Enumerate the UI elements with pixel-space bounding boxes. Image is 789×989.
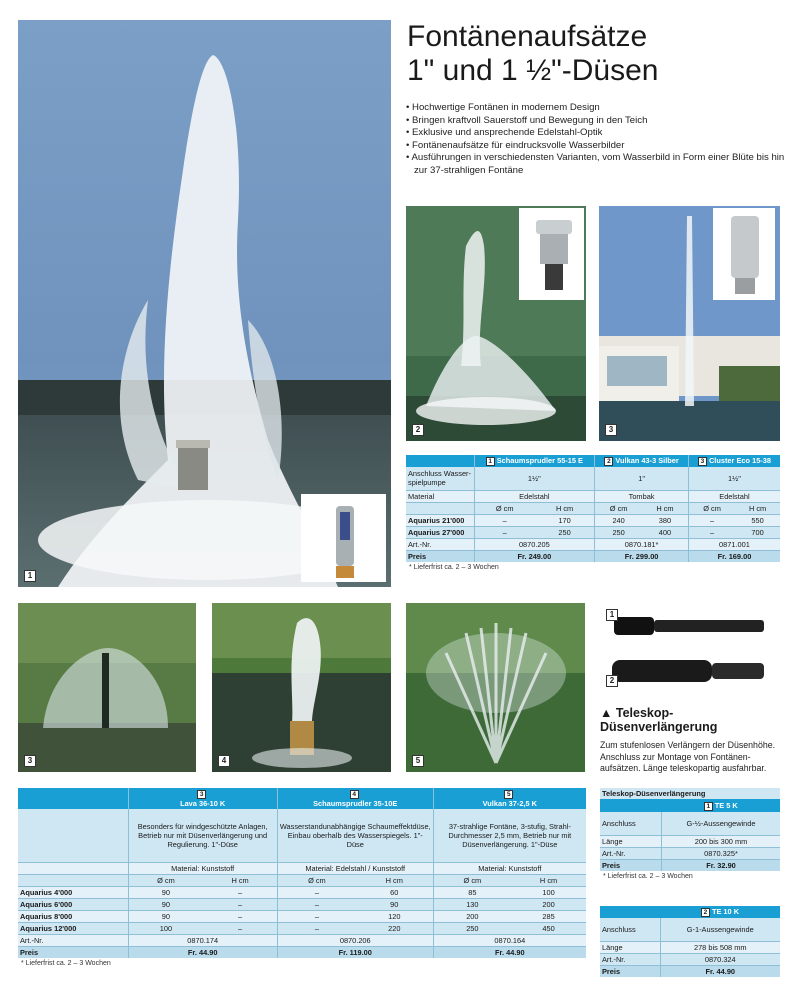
footnote: * Lieferfrist ca. 2 – 3 Wochen xyxy=(603,873,693,881)
row-label: Anschluss Wasser-spielpumpe xyxy=(408,469,471,488)
price: Fr. 44.90 xyxy=(433,947,586,959)
column-header: Ø cm xyxy=(474,503,535,515)
table-row: Aquarius 4'000 90 – – 60 85 100 xyxy=(18,887,586,899)
photo-number: 1 xyxy=(606,609,618,621)
price: Fr. 32.90 xyxy=(662,860,780,872)
product-header: 4 Schaumsprudler 35-10E xyxy=(277,788,433,809)
article-number: 0870.181* xyxy=(595,539,689,551)
photo-number: 2 xyxy=(412,424,424,436)
material: Material: Kunststoff xyxy=(433,863,586,875)
page-title xyxy=(407,20,658,88)
photo-teleskop-1 xyxy=(600,603,780,647)
footnote: * Lieferfrist ca. 2 – 3 Wochen xyxy=(21,960,111,968)
price: Fr. 249.00 xyxy=(474,551,595,563)
product-description: 37-strahlige Fontäne, 3-stufig, Strahl-Durchmesser 2,5 mm, Betrieb nur mit Düsenverlängerung. 1"-Düse xyxy=(433,809,586,863)
product-header: 1 TE 5 K xyxy=(662,800,780,812)
column-header: H cm xyxy=(511,875,586,887)
column-header: H cm xyxy=(735,503,780,515)
table-cell: 1½" xyxy=(688,467,780,491)
price: Fr. 169.00 xyxy=(688,551,780,563)
column-header: Ø cm xyxy=(433,875,511,887)
photo-number: 3 xyxy=(24,755,36,767)
column-header: H cm xyxy=(642,503,688,515)
price: Fr. 119.00 xyxy=(277,947,433,959)
column-header: H cm xyxy=(535,503,595,515)
triangle-icon: ▲ xyxy=(600,706,616,720)
table-row: Aquarius 6'000 90 – – 90 130 200 xyxy=(18,899,586,911)
photo-fountain-jet xyxy=(18,20,391,587)
photo-teleskop-2 xyxy=(600,648,780,692)
row-label: Art.-Nr. xyxy=(18,935,128,947)
product-header: 2 Vulkan 43-3 Silber xyxy=(595,455,689,467)
photo-schaumsprudler xyxy=(406,206,586,441)
article-number: 0870.205 xyxy=(474,539,595,551)
spec-table-2 xyxy=(18,788,586,969)
teleskop-title: ▲ Teleskop- Düsenverlängerung xyxy=(600,706,718,734)
teleskop-table-title: Teleskop-Düsenverlängerung xyxy=(600,788,780,800)
article-number: 0871.001 xyxy=(688,539,780,551)
feature-item: • Exklusive und ansprechende Edelstahl-Optik xyxy=(406,127,786,140)
price: Fr. 299.00 xyxy=(595,551,689,563)
photo-number: 1 xyxy=(24,570,36,582)
table-cell: Edelstahl xyxy=(688,491,780,503)
photo-number: 5 xyxy=(412,755,424,767)
row-label: Preis xyxy=(406,551,474,563)
product-description: Wasserstandunabhängige Schaumeffektdüse, Einbau oberhalb des Wasserspiegels. 1"-Düse xyxy=(277,809,433,863)
feature-list xyxy=(406,102,786,178)
material: Material: Kunststoff xyxy=(128,863,277,875)
column-header: Ø cm xyxy=(277,875,356,887)
table-cell: 1" xyxy=(595,467,689,491)
feature-item: • Fontänenaufsätze für eindrucksvolle Wasserbilder xyxy=(406,140,786,153)
column-header: Ø cm xyxy=(595,503,642,515)
product-header: 2 TE 10 K xyxy=(660,906,780,918)
table-row: Aquarius 12'000 100 – – 220 250 450 xyxy=(18,923,586,935)
feature-item: • Bringen kraftvoll Sauerstoff und Bewegung in den Teich xyxy=(406,115,786,128)
spec-table-1 xyxy=(406,455,780,573)
column-header: Ø cm xyxy=(128,875,203,887)
row-label: Art.-Nr. xyxy=(406,539,474,551)
row-label: Material xyxy=(406,491,474,503)
table-row: Aquarius 21'000 – 170 240 380 – 550 xyxy=(406,515,780,527)
table-cell: Edelstahl xyxy=(474,491,595,503)
feature-item: • Ausführungen in verschiedensten Varianten, vom Wasserbild in Form einer Blüte bis hin zur 37-strahligen Fontäne xyxy=(406,152,786,177)
table-cell: 1½" xyxy=(474,467,595,491)
column-header: Ø cm xyxy=(688,503,735,515)
photo-vulkan-37 xyxy=(406,603,585,772)
product-description: Besonders für windgeschützte Anlagen, Betrieb nur mit Düsenverlängerung und Regulierung. 1"-Düse xyxy=(128,809,277,863)
article-number: 0870.174 xyxy=(128,935,277,947)
column-header: H cm xyxy=(356,875,433,887)
material: Material: Edelstahl / Kunststoff xyxy=(277,863,433,875)
product-header: 3 Cluster Eco 15-38 xyxy=(688,455,780,467)
teleskop-table-te10: 2 TE 10 K Anschluss G-1-Aussengewinde Länge 278 bis 508 mm Art.-Nr. 0870.324 Preis Fr. 44.90 xyxy=(600,906,780,977)
teleskop-description: Zum stufenlosen Verlängern der Düsenhöhe. Anschluss zur Montage von Fontänen-aufsätzen. Länge teleskopartig ausfahrbar. xyxy=(600,740,776,773)
product-header: 3 Lava 36-10 K xyxy=(128,788,277,809)
photo-lava xyxy=(18,603,196,772)
price: Fr. 44.90 xyxy=(128,947,277,959)
photo-vulkan xyxy=(599,206,780,441)
column-header: H cm xyxy=(203,875,277,887)
footnote: * Lieferfrist ca. 2 – 3 Wochen xyxy=(409,564,499,572)
feature-item: • Hochwertige Fontänen in modernem Design xyxy=(406,102,786,115)
product-header: 5 Vulkan 37-2,5 K xyxy=(433,788,586,809)
title-line-2: 1" und 1 ½"-Düsen xyxy=(407,54,659,87)
photo-number: 4 xyxy=(218,755,230,767)
photo-number: 2 xyxy=(606,675,618,687)
price: Fr. 44.90 xyxy=(660,966,780,978)
teleskop-table-te5: Teleskop-Düsenverlängerung 1 TE 5 K Anschluss G-½-Aussengewinde Länge 200 bis 300 mm Art.-Nr. 0870.325* Preis Fr. 32.90 * Lieferfrist ca. 2 – 3 Wochen xyxy=(600,788,780,882)
article-number: 0870.206 xyxy=(277,935,433,947)
title-line-1: Fontänenaufsätze xyxy=(407,20,648,53)
table-cell: Tombak xyxy=(595,491,689,503)
table-row: Aquarius 8'000 90 – – 120 200 285 xyxy=(18,911,586,923)
row-label: Preis xyxy=(18,947,128,959)
photo-schaumsprudler-35 xyxy=(212,603,391,772)
product-header: 1 Schaumsprudler 55-15 E xyxy=(474,455,595,467)
table-row: Aquarius 27'000 – 250 250 400 – 700 xyxy=(406,527,780,539)
article-number: 0870.164 xyxy=(433,935,586,947)
photo-number: 3 xyxy=(605,424,617,436)
